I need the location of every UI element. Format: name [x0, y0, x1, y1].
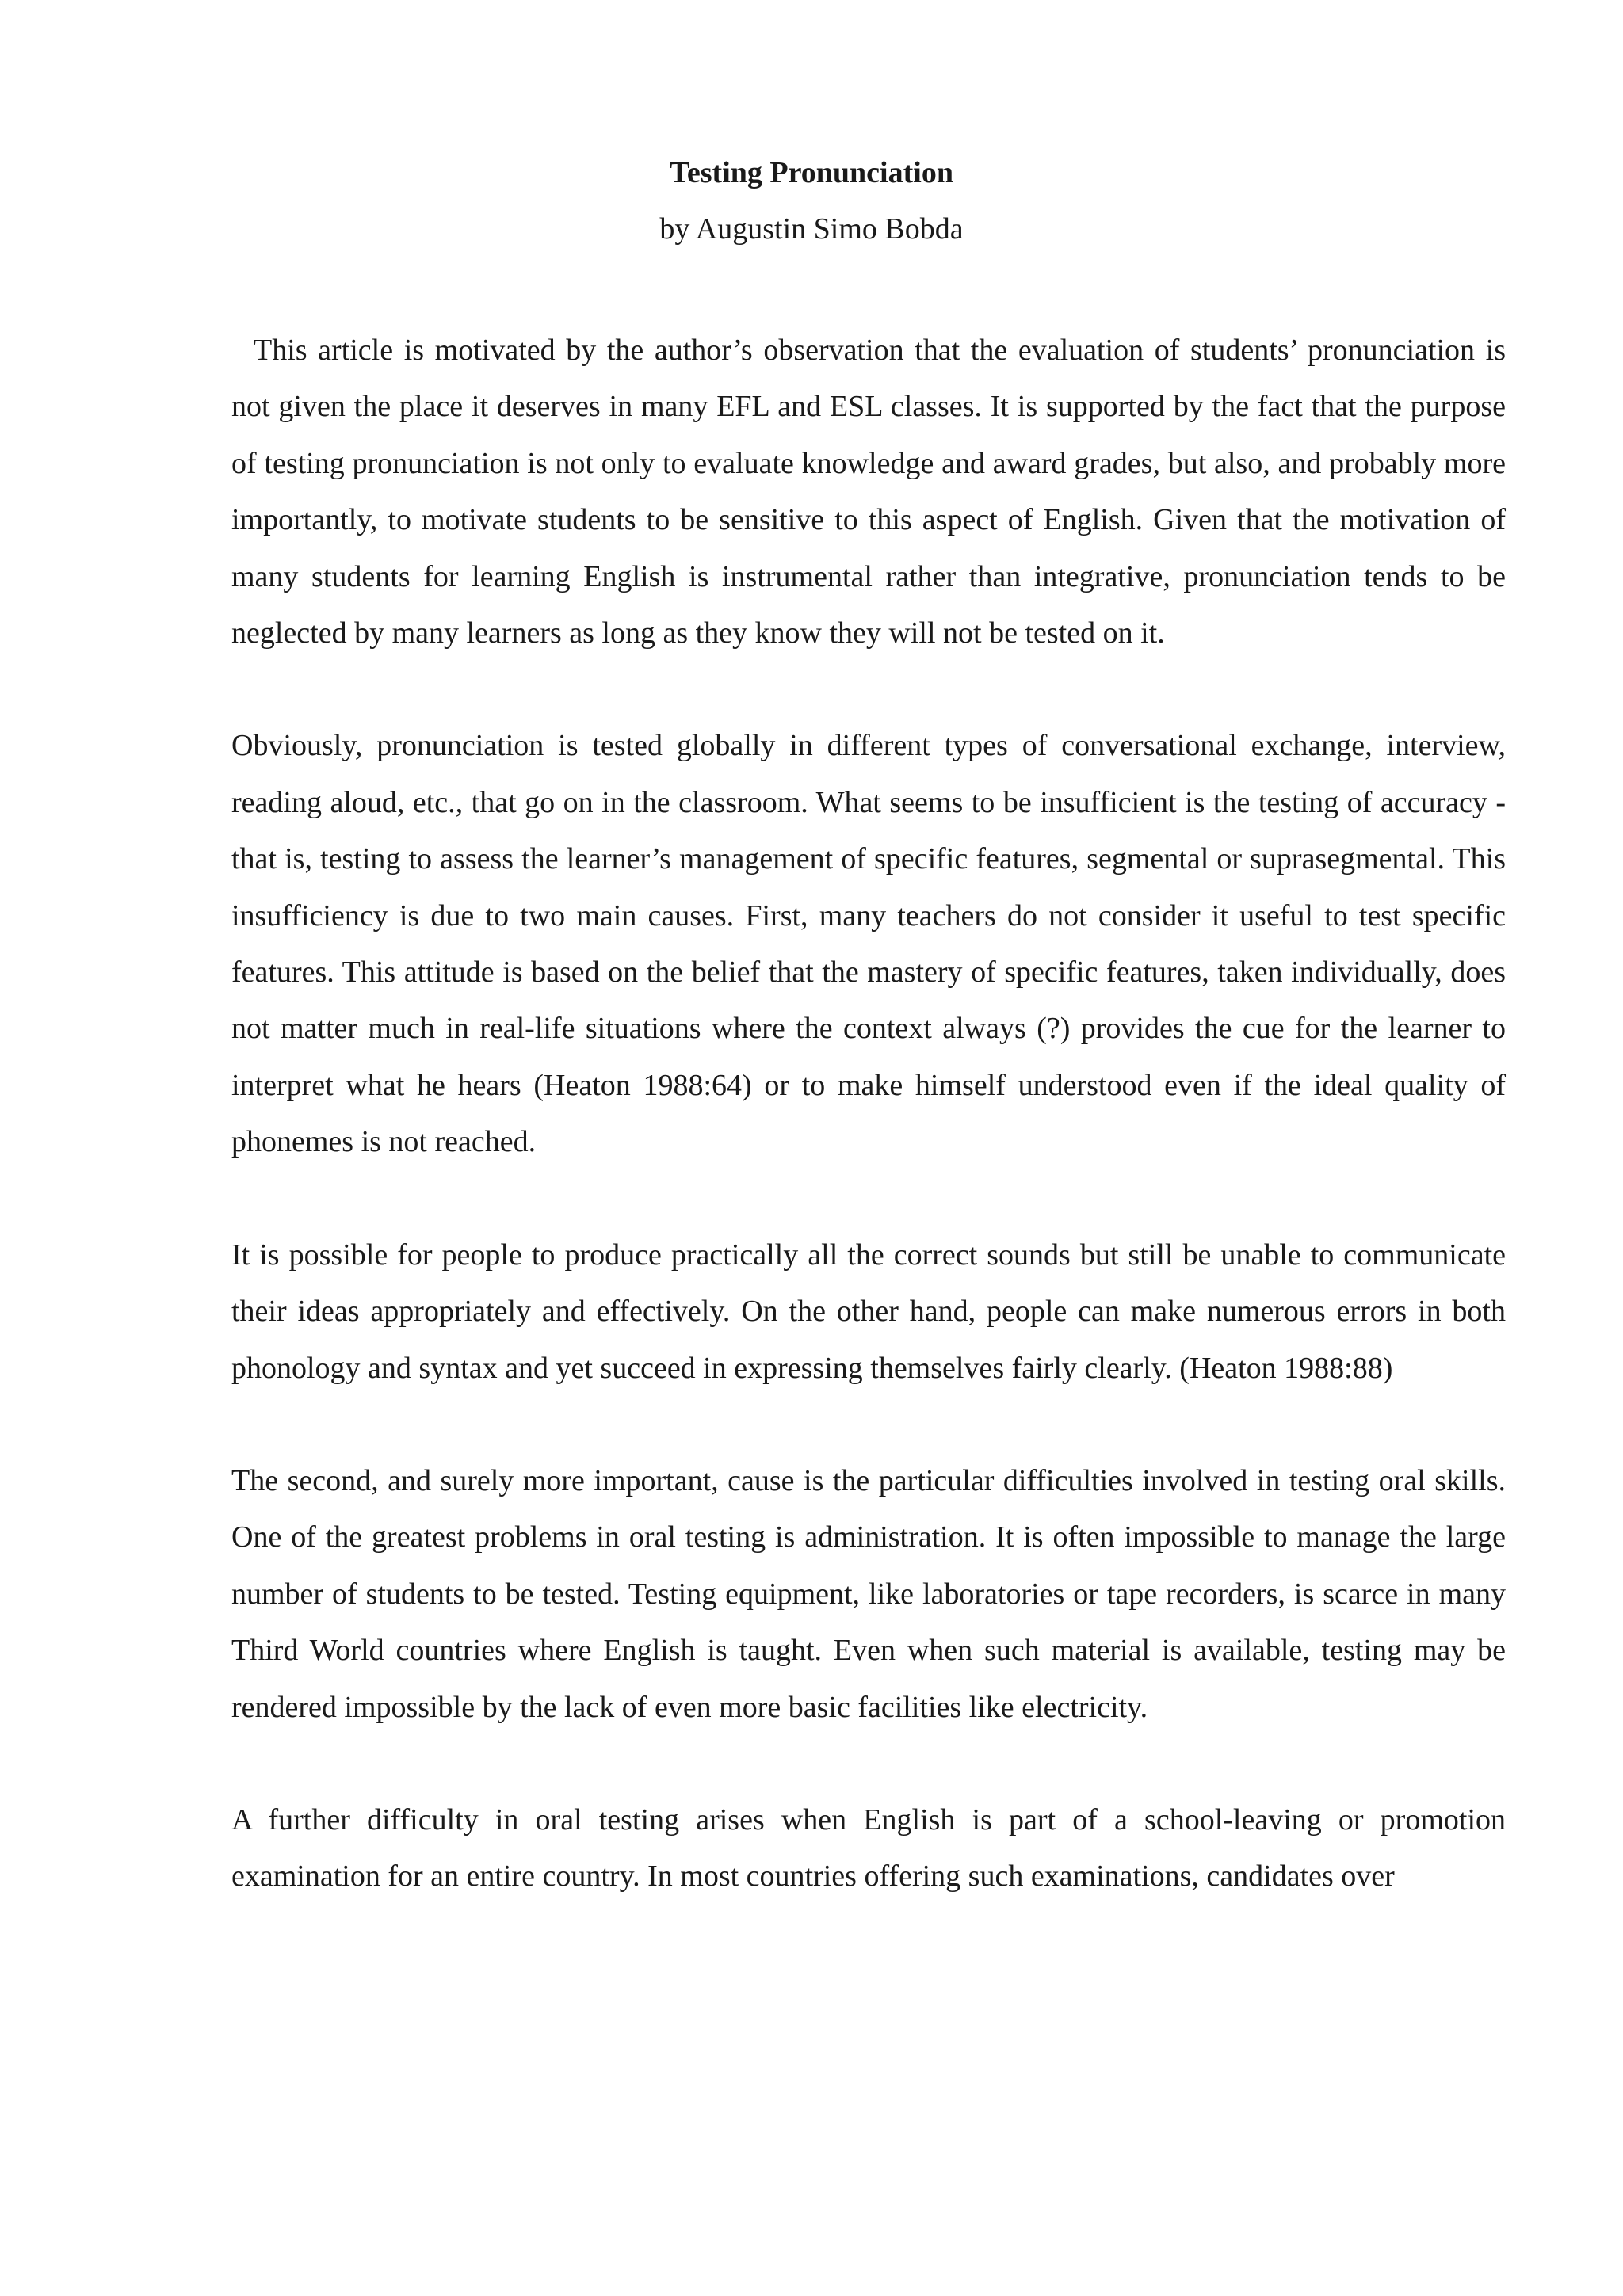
paragraph-quote: It is possible for people to produce practically all the correct sounds but still be unable to communicate their ideas appropriately and effectively. On the other hand, people can make numerous errors in both phonology and syntax and yet succeed in expressing themselves fairly clearly. (Heaton 1988:88) [231, 1238, 1506, 1385]
paragraph-difficulties: The second, and surely more important, cause is the particular difficulties involved in testing oral skills. One of the greatest problems in oral testing is administration. It is often impossible to manage the large number of students to be tested. Testing equipment, like laboratories or tape recorders, is scarce in many Third World countries where English is taught. Even when such material is available, testing may be rendered impossible by the lack of even more basic facilities like electricity. [231, 1463, 1506, 1724]
document-title: Testing Pronunciation [670, 156, 953, 189]
paragraph-examinations: A further difficulty in oral testing arises when English is part of a school-leaving or promotion examination for an entire country. In most countries offering such examinations, candidates over [231, 1802, 1506, 1894]
document-body [231, 322, 1506, 1962]
paragraph-accuracy: Obviously, pronunciation is tested globally in different types of conversational exchange, interview, reading aloud, etc., that go on in the classroom. What seems to be insufficient is the testing of accuracy - that is, testing to assess the learner’s management of specific features, segmental or suprasegmental. This insufficiency is due to two main causes. First, many teachers do not consider it useful to test specific features. This attitude is based on the belief that the mastery of specific features, taken individually, does not matter much in real-life situations where the context always (?) provides the cue for the learner to interpret what he hears (Heaton 1988:64) or to make himself understood even if the ideal quality of phonemes is not reached. [231, 729, 1506, 1159]
document-author: by Augustin Simo Bobda [659, 212, 964, 246]
paragraph-intro: This article is motivated by the author’s observation that the evaluation of students’ pronunciation is not given the place it deserves in many EFL and ESL classes. It is supported by the fact that the purpose of testing pronunciation is not only to evaluate knowledge and award grades, but also, and probably more importantly, to motivate students to be sensitive to this aspect of English. Given that the motivation of many students for learning English is instrumental rather than integrative, pronunciation tends to be neglected by many learners as long as they know they will not be tested on it. [231, 334, 1506, 650]
